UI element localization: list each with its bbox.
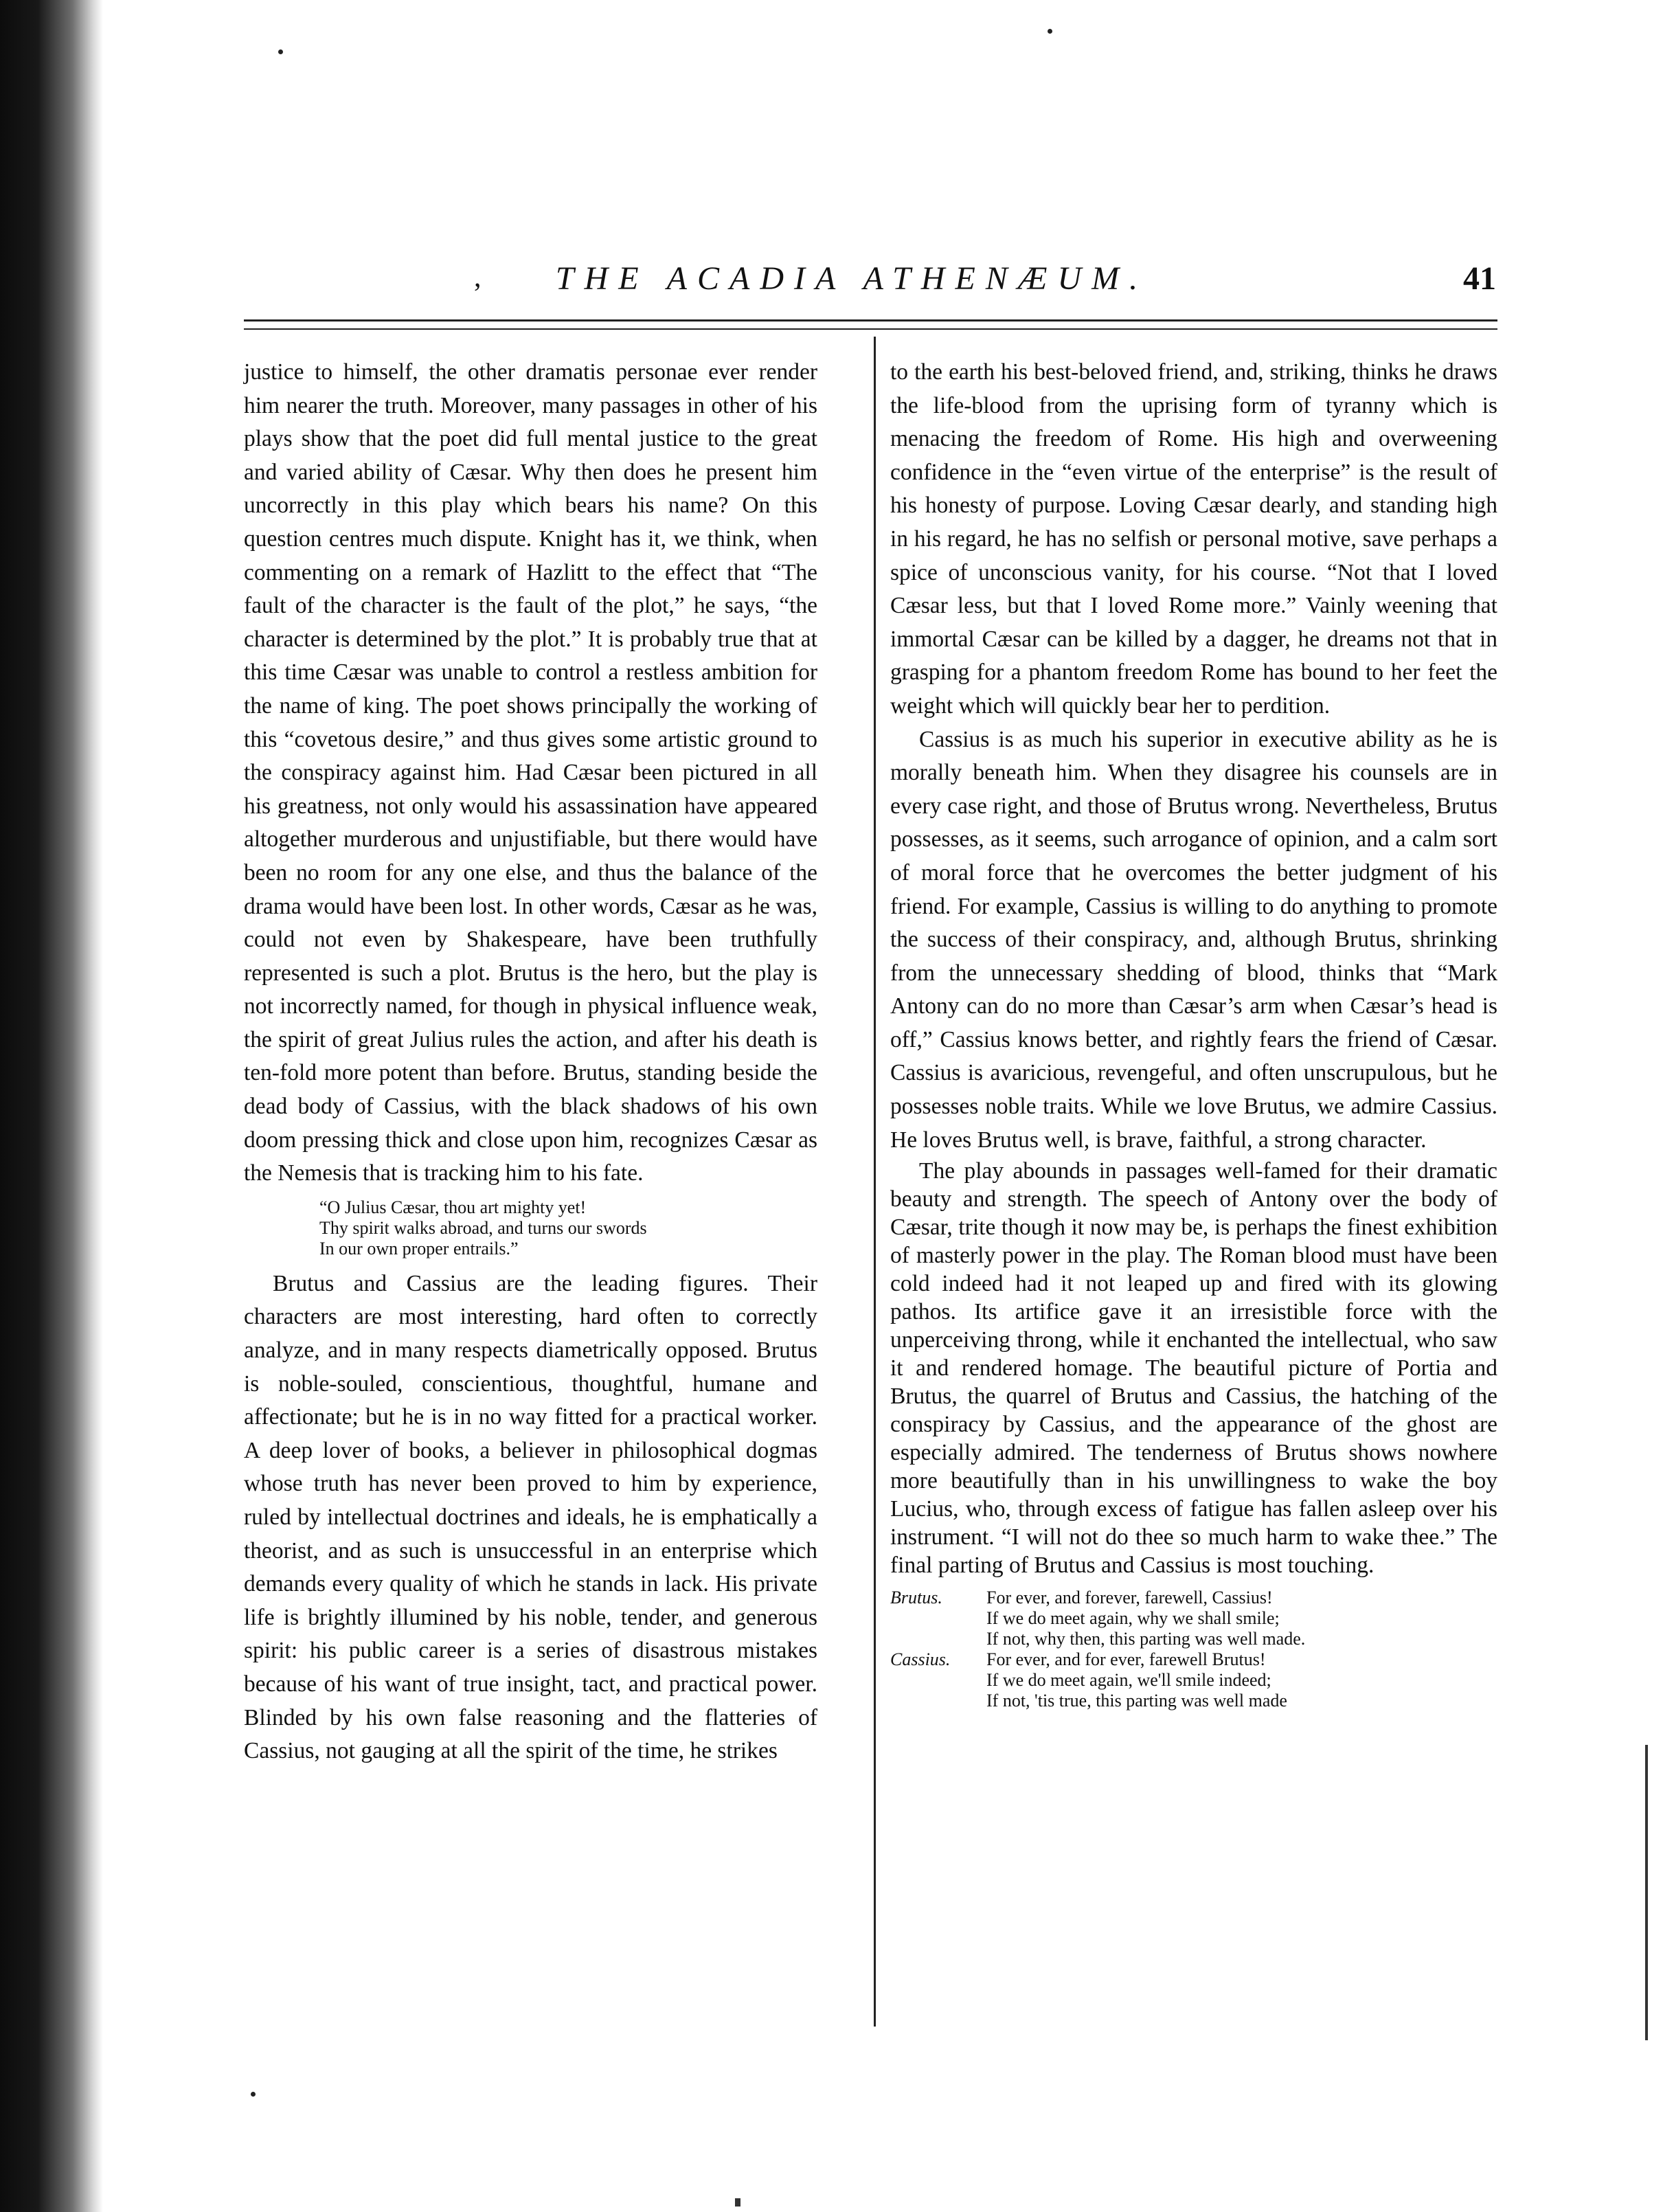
left-paragraph-1: justice to himself, the other dramatis personae ever render him nearer the truth. Moreover, many passages in other of his plays show that the poet did full mental justice to the great and varied ability of Cæsar. Why then does he present him uncorrectly in this play which bears his name? On this question centres much dispute. Knight has it, we think, when commenting on a remark of Hazlitt to the effect that “The fault of the character is the fault of the plot,” he says, “the character is determined by the plot.” It is probably true that at this time Cæsar was unable to control a restless ambition for the name of king. The poet shows principally the working of this “covetous desire,” and thus gives some artistic ground to the conspiracy against him. Had Cæsar been pictured in all his greatness, not only would his assassination have appeared altogether murderous and unjustifiable, but there would have been no room for any one else, and thus the balance of the drama would have been lost. In other words, Cæsar as he was, could not even by Shakespeare, have been truthfully represented is such a plot. Brutus is the hero, but the play is not incorrectly named, for though in physical influence weak, the spirit of great Julius rules the action, and after his death is ten-fold more potent than before. Brutus, standing beside the dead body of Cassius, with the black shadows of his own doom pressing thick and close upon him, recognizes Cæsar as the Nemesis that is tracking him to his fate. [244,359,817,1186]
running-header-title: THE ACADIA ATHENÆUM. [555,260,1149,297]
dialogue-line: If we do meet again, why we shall smile; [986,1608,1280,1629]
page-number: 41 [1463,260,1496,297]
verse-line: “O Julius Cæsar, thou art mighty yet! [319,1197,587,1217]
dialogue-line: If we do meet again, we'll smile indeed; [986,1670,1271,1691]
dialogue-line: For ever, and forever, farewell, Cassius! [986,1588,1273,1608]
right-paragraph-1: to the earth his best-beloved friend, and, striking, thinks he draws the life-blood from the uprising form of tyranny which is menacing the freedom of Rome. His high and overweening confidence in the “even virtue of the enterprise” is the result of his honesty of purpose. Loving Cæsar dearly, and standing high in his regard, he has no selfish or personal motive, save perhaps a spice of unconscious vanity, for his course. “Not that I loved Cæsar less, but that I loved Rome more.” Vainly weening that immortal Cæsar can be killed by a dagger, he dreams not that in grasping for a phantom freedom Rome has bound to her feet the weight which will quickly bear her to perdition. [890,359,1497,719]
column-divider [874,337,876,2027]
dialogue-line: For ever, and for ever, farewell Brutus! [986,1649,1266,1670]
scan-speck [1048,29,1052,34]
right-paragraph-2: Cassius is as much his superior in executive ability as he is morally beneath him. When they disagree his counsels are in every case right, and those of Brutus wrong. Nevertheless, Brutus possesses, as it seems, such arrogance of opinion, and a calm sort of moral force that he overcomes the better judgment of his friend. For example, Cassius is willing to do anything to promote the success of their conspiracy, and, although Brutus, shrinking from the unnecessary shedding of blood, thinks that “Mark Antony can do no more than Cæsar’s arm when Cæsar’s head is off,” Cassius knows better, and rightly fears the friend of Cæsar. Cassius is avaricious, revengeful, and often unscrupulous, but he possesses noble traits. While we love Brutus, we admire Cassius. He loves Brutus well, is brave, faithful, a strong character. [890,726,1497,1153]
quoted-verse [319,1197,817,1259]
closing-dialogue [890,1588,1497,1711]
header-rule-bottom [244,328,1497,330]
scan-speck [278,49,283,54]
dialogue-row [890,1649,1497,1670]
dialogue-row [890,1588,1497,1608]
header-comma-mark: , [474,262,482,293]
speaker-brutus: Brutus. [890,1588,942,1608]
verse-line: Thy spirit walks abroad, and turns our swords [319,1217,647,1238]
dialogue-line: If not, 'tis true, this parting was well made [986,1691,1287,1711]
speaker-cassius: Cassius. [890,1649,951,1670]
scan-speck [251,2092,256,2097]
header-rule-top [244,319,1497,321]
scan-margin-mark [1645,1745,1648,2040]
verse-line: In our own proper entrails.” [319,1238,519,1259]
left-column [244,356,817,1768]
left-paragraph-2: Brutus and Cassius are the leading figures. Their characters are most interesting, hard often to correctly analyze, and in many respects diametrically opposed. Brutus is noble-souled, conscientious, thoughtful, humane and affectionate; but he is in no way fitted for a practical worker. A deep lover of books, a believer in philosophical dogmas whose truth has never been proved to him by experience, ruled by intellectual doctrines and ideals, he is emphatically a theorist, and as such is unsuccessful in an enterprise which demands every quality of which he stands in lack. His private life is brightly illumined by his noble, tender, and generous spirit: his public career is a series of disastrous mistakes because of his want of true insight, tact, and practical power. Blinded by his own false reasoning and the flatteries of Cassius, not gauging at all the spirit of the time, he strikes [244,1270,817,1764]
right-paragraph-3: The play abounds in passages well-famed for their dramatic beauty and strength. The speech of Antony over the body of Cæsar, trite though it now may be, is perhaps the finest exhibition of masterly power in the play. The Roman blood must have been cold indeed had it not leaped up and fired with its glowing pathos. Its artifice gave it an irresistible force with the unperceiving throng, while it enchanted the intellectual, who saw it and rendered homage. The beautiful picture of Portia and Brutus, the quarrel of Brutus and Cassius, the hatching of the conspiracy by Cassius, and the appearance of the ghost are especially admired. The tenderness of Brutus shows nowhere more beautifully than in his unwillingness to wake the boy Lucius, who, through excess of fatigue has fallen asleep over his instrument. “I will not do thee so much harm to wake thee.” The final parting of Brutus and Cassius is most touching. [890,1158,1497,1579]
scan-speck [735,2198,740,2207]
right-column [890,356,1497,1711]
scan-edge-shadow [0,0,103,2212]
dialogue-line: If not, why then, this parting was well made. [986,1629,1306,1649]
